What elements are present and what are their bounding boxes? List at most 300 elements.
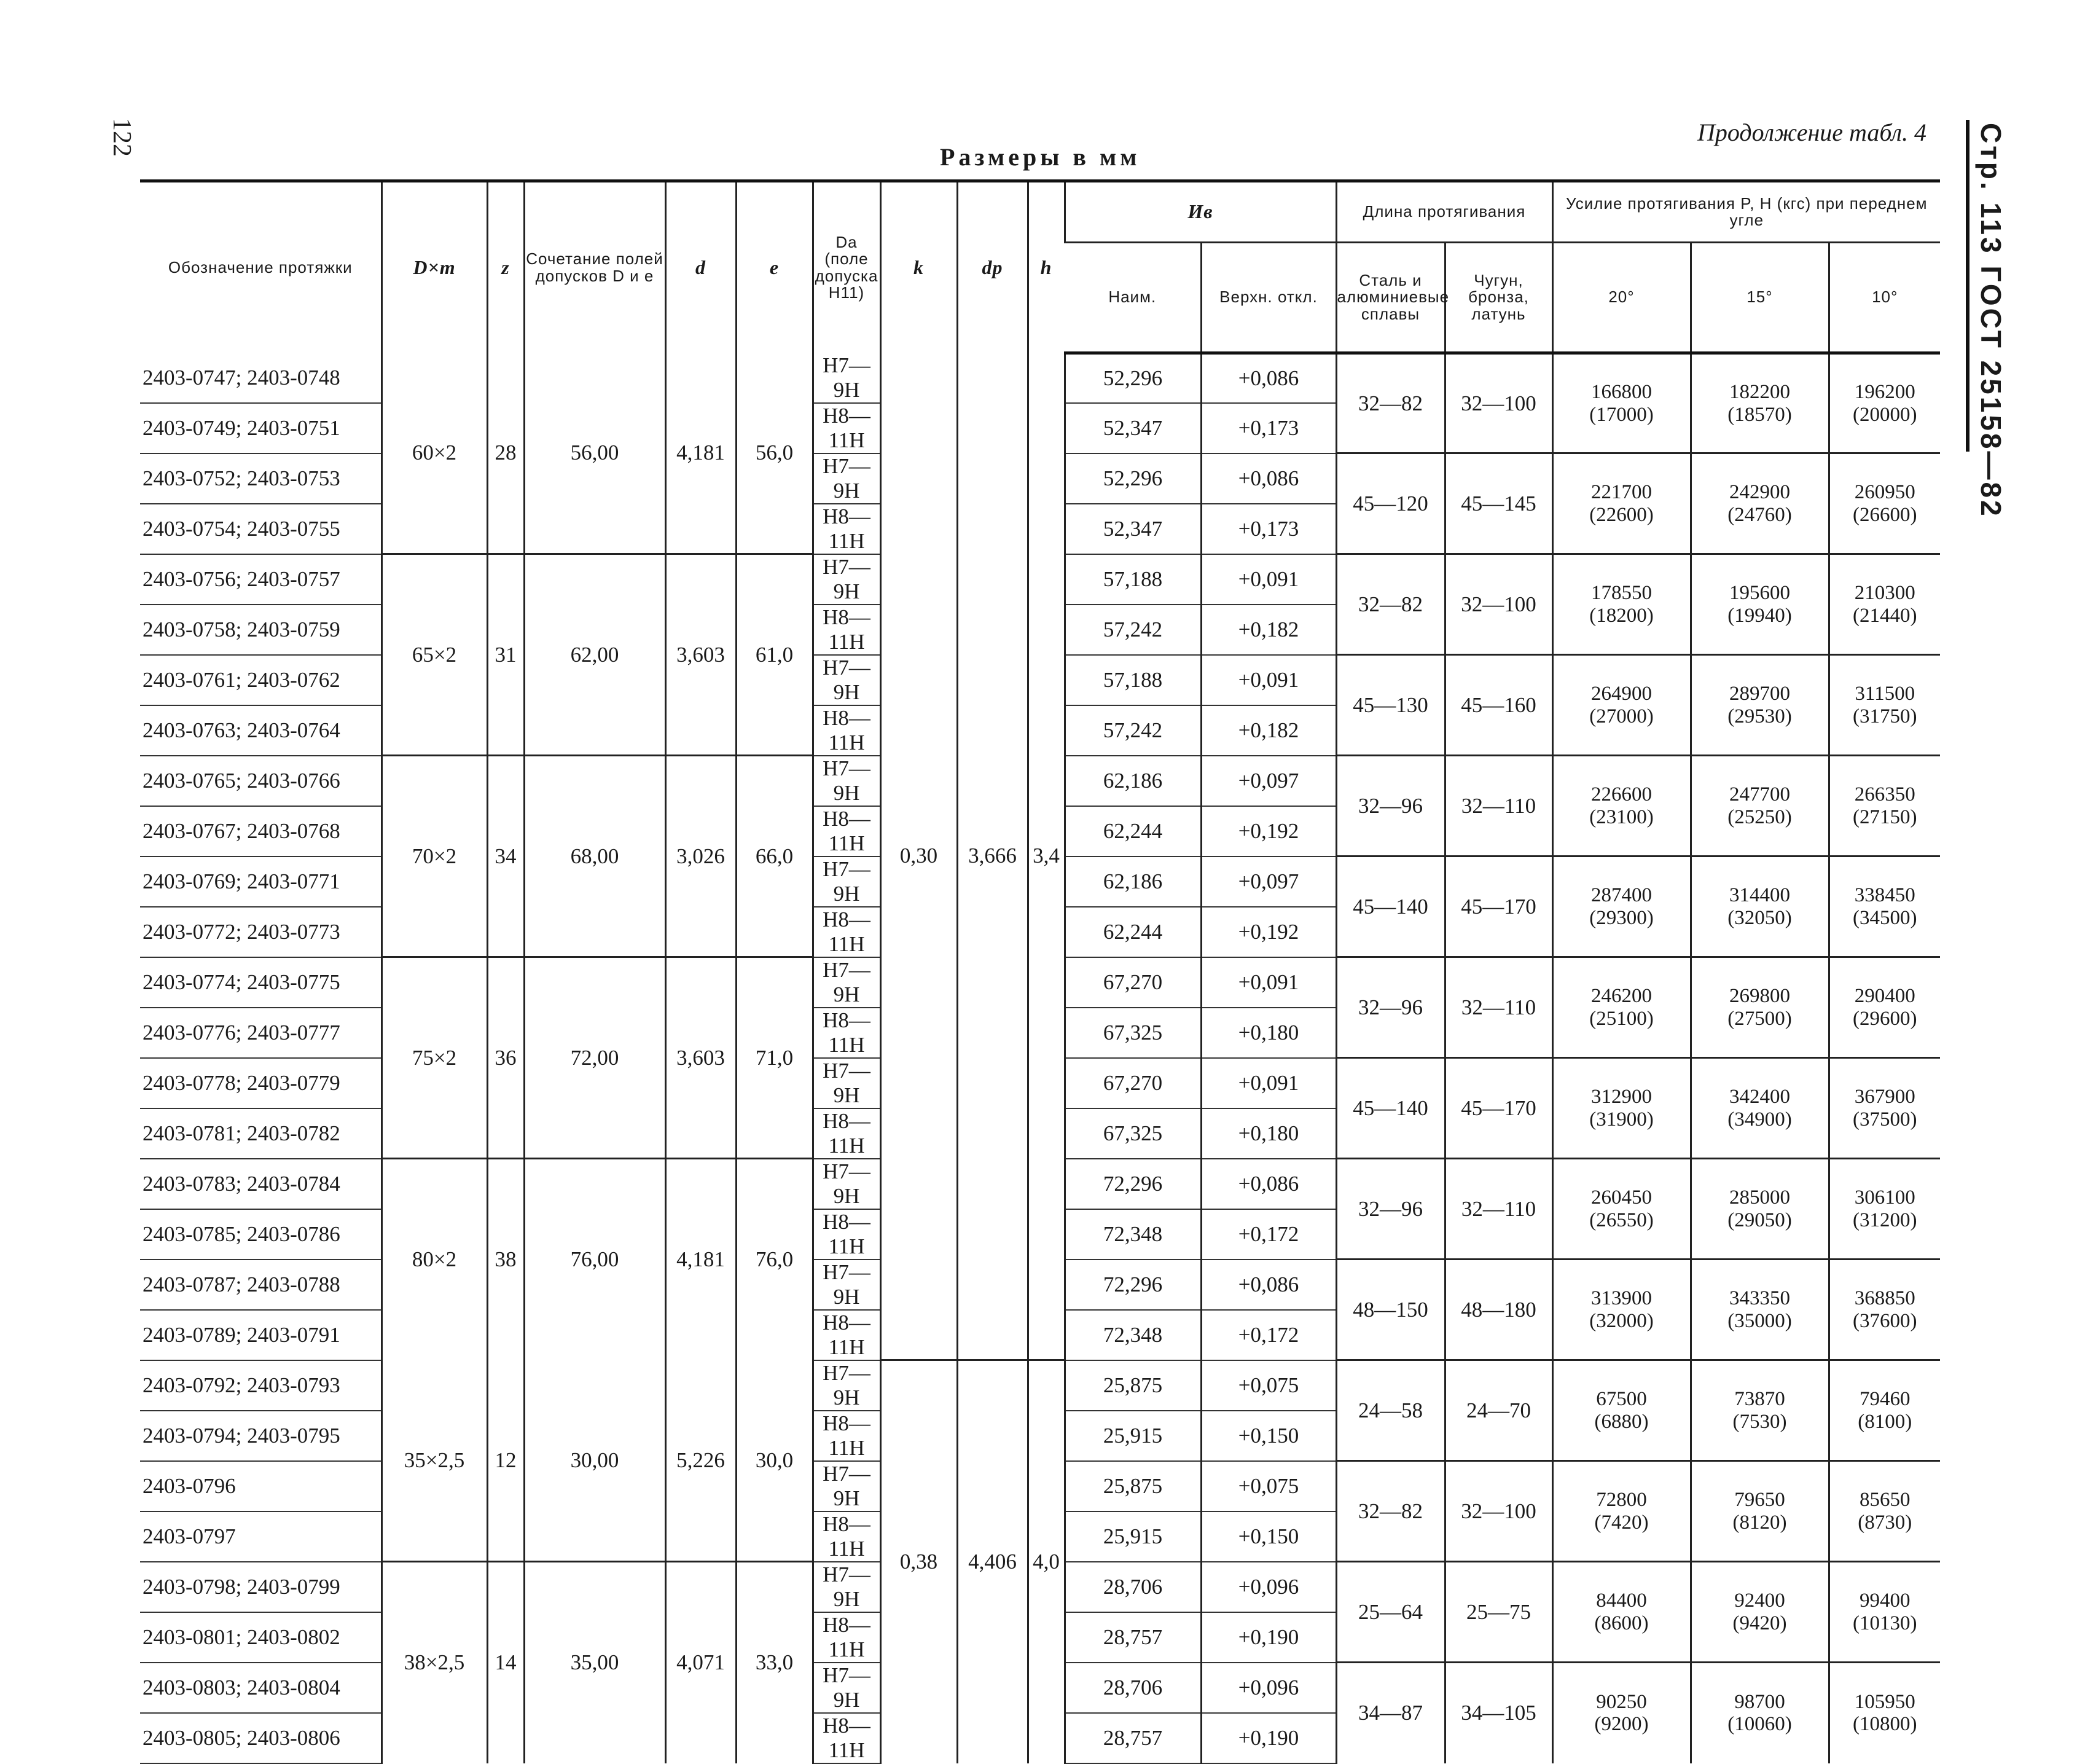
length-iron: 32—110 [1445,957,1552,1058]
mv-upper-deviation: +0,172 [1201,1310,1336,1360]
force-20-newtons: 221700 [1591,481,1652,504]
force-20 [1552,1663,1691,1763]
broach-designation: 2403-0774; 2403-0775 [140,957,381,1008]
fit-combination: H7—9H [813,857,880,907]
force-10-kgf: (27150) [1853,806,1917,828]
broach-designation: 2403-0783; 2403-0784 [140,1159,381,1209]
force-10-newtons: 105950 [1854,1690,1915,1713]
length-iron: 32—100 [1445,1461,1552,1562]
broach-designation: 2403-0778; 2403-0779 [140,1058,381,1108]
force-15-newtons: 289700 [1729,683,1790,705]
force-10-kgf: (31750) [1853,705,1917,727]
fit-combination: H8—11H [813,1713,880,1763]
mv-upper-deviation: +0,180 [1201,1108,1336,1159]
force-20 [1552,353,1691,453]
continuation-caption: Продолжение табл. 4 [1697,119,1926,146]
mv-upper-deviation: +0,190 [1201,1612,1336,1663]
common-dp: 4,406 [957,1360,1028,1763]
mv-min: 57,242 [1065,605,1201,655]
mv-upper-deviation: +0,075 [1201,1461,1336,1511]
force-15 [1691,353,1829,453]
force-20-newtons: 72800 [1596,1489,1647,1511]
length-iron: 45—170 [1445,1058,1552,1159]
group-da: 33,0 [736,1562,813,1763]
force-15-kgf: (7530) [1732,1410,1787,1433]
force-20-newtons: 287400 [1591,884,1652,907]
mv-upper-deviation: +0,096 [1201,1663,1336,1713]
length-iron: 32—110 [1445,1159,1552,1260]
force-10-newtons: 368850 [1854,1287,1915,1310]
force-20-kgf: (29300) [1589,906,1654,929]
header-h: h [1028,181,1065,353]
force-15-kgf: (9420) [1732,1612,1787,1634]
fit-combination: H8—11H [813,1008,880,1058]
broach-designation: 2403-0763; 2403-0764 [140,705,381,756]
broach-designation: 2403-0805; 2403-0806 [140,1713,381,1763]
mv-upper-deviation: +0,173 [1201,403,1336,453]
table-row [140,1360,1940,1411]
mv-upper-deviation: +0,097 [1201,756,1336,806]
force-10-newtons: 85650 [1860,1489,1911,1511]
length-steel: 24—58 [1336,1360,1445,1461]
table-row [140,353,1940,403]
length-iron: 45—145 [1445,453,1552,554]
fit-combination: H8—11H [813,1511,880,1562]
mv-upper-deviation: +0,086 [1201,1159,1336,1209]
force-10 [1829,957,1940,1058]
mv-min: 67,325 [1065,1008,1201,1058]
mv-min: 25,875 [1065,1461,1201,1511]
group-dxm: 60×2 [381,353,487,554]
force-15-kgf: (25250) [1727,806,1792,828]
mv-upper-deviation: +0,086 [1201,353,1336,403]
group-d: 62,00 [524,554,665,756]
force-15-newtons: 73870 [1734,1388,1785,1411]
mv-min: 28,757 [1065,1713,1201,1763]
header-mv: Ив [1065,181,1336,243]
group-dxm: 38×2,5 [381,1562,487,1763]
broach-designation: 2403-0789; 2403-0791 [140,1310,381,1360]
force-10-newtons: 367900 [1854,1086,1915,1108]
mv-min: 67,270 [1065,1058,1201,1108]
group-d: 68,00 [524,756,665,957]
broach-designation: 2403-0797 [140,1511,381,1562]
mv-min: 28,757 [1065,1612,1201,1663]
length-iron: 45—170 [1445,857,1552,957]
broach-designation: 2403-0765; 2403-0766 [140,756,381,806]
mv-min: 62,186 [1065,756,1201,806]
force-10-newtons: 79460 [1860,1388,1911,1411]
force-15 [1691,1461,1829,1562]
force-20-kgf: (8600) [1594,1612,1649,1634]
force-20 [1552,1461,1691,1562]
force-20-kgf: (7420) [1594,1511,1649,1534]
group-z: 12 [487,1360,524,1562]
length-iron: 24—70 [1445,1360,1552,1461]
force-20-kgf: (23100) [1589,806,1654,828]
group-e: 5,226 [665,1360,736,1562]
force-15-kgf: (35000) [1727,1309,1792,1332]
force-10 [1829,655,1940,756]
force-20-kgf: (31900) [1589,1108,1654,1131]
group-dxm: 80×2 [381,1159,487,1360]
force-15-kgf: (34900) [1727,1108,1792,1131]
length-steel: 25—64 [1336,1562,1445,1663]
length-steel: 32—96 [1336,756,1445,857]
force-10 [1829,1562,1940,1663]
length-iron: 45—160 [1445,655,1552,756]
group-dxm: 70×2 [381,756,487,957]
force-20-newtons: 264900 [1591,683,1652,705]
force-10-kgf: (8730) [1858,1511,1912,1534]
group-da: 56,0 [736,353,813,554]
group-e: 4,181 [665,353,736,554]
mv-min: 62,244 [1065,806,1201,857]
fit-combination: H7—9H [813,655,880,705]
force-20 [1552,1260,1691,1360]
group-dxm: 75×2 [381,957,487,1159]
force-15-kgf: (8120) [1732,1511,1787,1534]
force-20 [1552,554,1691,655]
mv-min: 25,915 [1065,1511,1201,1562]
length-steel: 45—140 [1336,857,1445,957]
group-d: 76,00 [524,1159,665,1360]
header-mv-upper: Верхн. откл. [1201,243,1336,353]
force-20-newtons: 246200 [1591,985,1652,1008]
side-rule [1966,120,1969,452]
length-steel: 32—82 [1336,353,1445,453]
mv-min: 67,270 [1065,957,1201,1008]
group-e: 3,603 [665,554,736,756]
mv-min: 25,915 [1065,1411,1201,1461]
force-15 [1691,655,1829,756]
fit-combination: H7—9H [813,1058,880,1108]
force-20 [1552,655,1691,756]
mv-upper-deviation: +0,091 [1201,957,1336,1008]
length-steel: 45—120 [1336,453,1445,554]
length-steel: 32—82 [1336,1461,1445,1562]
mv-upper-deviation: +0,192 [1201,806,1336,857]
force-20-kgf: (26550) [1589,1209,1654,1231]
header-length-steel: Сталь и алюминиевые сплавы [1336,243,1445,353]
force-10-kgf: (10130) [1853,1612,1917,1634]
group-z: 38 [487,1159,524,1360]
broach-designation: 2403-0756; 2403-0757 [140,554,381,605]
mv-upper-deviation: +0,075 [1201,1360,1336,1411]
length-steel: 32—82 [1336,554,1445,655]
force-10-newtons: 290400 [1854,985,1915,1008]
header-e: e [736,181,813,353]
force-20-newtons: 166800 [1591,381,1652,404]
force-20 [1552,857,1691,957]
force-15-newtons: 98700 [1734,1690,1785,1713]
fit-combination: H8—11H [813,605,880,655]
force-20-newtons: 313900 [1591,1287,1652,1310]
force-15-kgf: (19940) [1727,604,1792,627]
force-15-kgf: (32050) [1727,906,1792,929]
force-15-newtons: 343350 [1729,1287,1790,1310]
mv-min: 57,242 [1065,705,1201,756]
common-h: 4,0 [1028,1360,1065,1763]
force-20-newtons: 312900 [1591,1086,1652,1108]
fit-combination: H8—11H [813,1612,880,1663]
force-15 [1691,1159,1829,1260]
fit-combination: H8—11H [813,907,880,957]
force-20 [1552,957,1691,1058]
header-force-15: 15° [1691,243,1829,353]
force-15-kgf: (29050) [1727,1209,1792,1231]
force-10-newtons: 260950 [1854,481,1915,504]
broach-dimensions-table [140,179,1940,1764]
mv-min: 62,244 [1065,907,1201,957]
mv-upper-deviation: +0,150 [1201,1411,1336,1461]
length-iron: 48—180 [1445,1260,1552,1360]
fit-combination: H7—9H [813,453,880,504]
fit-combination: H8—11H [813,504,880,554]
force-15-newtons: 242900 [1729,481,1790,504]
group-z: 31 [487,554,524,756]
force-10-kgf: (31200) [1853,1209,1917,1231]
fit-combination: H7—9H [813,353,880,403]
fit-combination: H7—9H [813,957,880,1008]
force-10-kgf: (29600) [1853,1007,1917,1030]
broach-designation: 2403-0803; 2403-0804 [140,1663,381,1713]
force-10 [1829,857,1940,957]
force-15 [1691,756,1829,857]
length-steel: 48—150 [1336,1260,1445,1360]
force-10-newtons: 266350 [1854,783,1915,806]
force-15 [1691,1663,1829,1763]
mv-upper-deviation: +0,086 [1201,1260,1336,1310]
group-da: 66,0 [736,756,813,957]
mv-upper-deviation: +0,190 [1201,1713,1336,1763]
broach-designation: 2403-0749; 2403-0751 [140,403,381,453]
group-dxm: 35×2,5 [381,1360,487,1562]
group-z: 34 [487,756,524,957]
force-10 [1829,453,1940,554]
fit-combination: H8—11H [813,705,880,756]
header-z: z [487,181,524,353]
fit-combination: H8—11H [813,1108,880,1159]
force-20-kgf: (6880) [1594,1410,1649,1433]
mv-upper-deviation: +0,173 [1201,504,1336,554]
fit-combination: H7—9H [813,1461,880,1511]
length-steel: 32—96 [1336,1159,1445,1260]
mv-upper-deviation: +0,182 [1201,605,1336,655]
mv-upper-deviation: +0,096 [1201,1562,1336,1612]
fit-combination: H8—11H [813,1209,880,1260]
mv-upper-deviation: +0,182 [1201,705,1336,756]
force-20-newtons: 178550 [1591,582,1652,605]
mv-min: 52,296 [1065,453,1201,504]
force-15-newtons: 92400 [1734,1590,1785,1612]
force-20-newtons: 260450 [1591,1186,1652,1209]
force-20-kgf: (22600) [1589,503,1654,526]
force-10 [1829,1058,1940,1159]
fit-combination: H7—9H [813,1260,880,1310]
force-20 [1552,1159,1691,1260]
table-body [140,353,1940,1763]
force-15-newtons: 314400 [1729,884,1790,907]
mv-min: 57,188 [1065,554,1201,605]
group-z: 14 [487,1562,524,1763]
broach-designation: 2403-0792; 2403-0793 [140,1360,381,1411]
mv-min: 72,348 [1065,1310,1201,1360]
force-10 [1829,1360,1940,1461]
fit-combination: H8—11H [813,1411,880,1461]
mv-upper-deviation: +0,180 [1201,1008,1336,1058]
force-15 [1691,453,1829,554]
force-10-kgf: (21440) [1853,604,1917,627]
fit-combination: H8—11H [813,403,880,453]
header-d: d [665,181,736,353]
force-20-newtons: 67500 [1596,1388,1647,1411]
mv-min: 62,186 [1065,857,1201,907]
fit-combination: H7—9H [813,1562,880,1612]
header-k: k [880,181,957,353]
force-10 [1829,756,1940,857]
force-20 [1552,1562,1691,1663]
header-force: Усилие протягивания P, Н (кгс) при переднем угле [1552,181,1940,243]
force-15-kgf: (27500) [1727,1007,1792,1030]
header-length-iron: Чугун, бронза, латунь [1445,243,1552,353]
mv-min: 28,706 [1065,1562,1201,1612]
header-force-20: 20° [1552,243,1691,353]
force-10-newtons: 196200 [1854,381,1915,404]
force-15-newtons: 269800 [1729,985,1790,1008]
length-steel: 34—87 [1336,1663,1445,1763]
force-20-newtons: 84400 [1596,1590,1647,1612]
force-10 [1829,1260,1940,1360]
broach-designation: 2403-0796 [140,1461,381,1511]
mv-upper-deviation: +0,150 [1201,1511,1336,1562]
force-10-newtons: 311500 [1855,683,1915,705]
mv-min: 25,875 [1065,1360,1201,1411]
mv-min: 72,348 [1065,1209,1201,1260]
units-title: Размеры в мм [940,143,1141,171]
broach-designation: 2403-0785; 2403-0786 [140,1209,381,1260]
broach-designation: 2403-0761; 2403-0762 [140,655,381,705]
mv-upper-deviation: +0,091 [1201,554,1336,605]
force-20 [1552,453,1691,554]
length-iron: 34—105 [1445,1663,1552,1763]
force-15-newtons: 285000 [1729,1186,1790,1209]
group-e: 4,071 [665,1562,736,1763]
group-d: 72,00 [524,957,665,1159]
mv-min: 52,347 [1065,403,1201,453]
force-15-kgf: (29530) [1727,705,1792,727]
group-da: 61,0 [736,554,813,756]
group-z: 36 [487,957,524,1159]
force-20-kgf: (17000) [1589,403,1654,426]
force-10 [1829,1159,1940,1260]
mv-min: 72,296 [1065,1260,1201,1310]
force-10-newtons: 338450 [1854,884,1915,907]
force-15 [1691,1058,1829,1159]
force-15-kgf: (24760) [1727,503,1792,526]
header-force-10: 10° [1829,243,1940,353]
mv-upper-deviation: +0,086 [1201,453,1336,504]
group-z: 28 [487,353,524,554]
force-15 [1691,554,1829,655]
force-15 [1691,1360,1829,1461]
common-k: 0,30 [880,353,957,1360]
force-15-kgf: (18570) [1727,403,1792,426]
force-15-newtons: 195600 [1729,582,1790,605]
group-e: 4,181 [665,1159,736,1360]
force-20-kgf: (18200) [1589,604,1654,627]
force-15 [1691,1260,1829,1360]
force-10 [1829,353,1940,453]
length-iron: 25—75 [1445,1562,1552,1663]
broach-designation: 2403-0781; 2403-0782 [140,1108,381,1159]
force-10-newtons: 306100 [1854,1186,1915,1209]
force-15-newtons: 247700 [1729,783,1790,806]
force-20-kgf: (32000) [1589,1309,1654,1332]
broach-designation: 2403-0747; 2403-0748 [140,353,381,403]
fit-combination: H7—9H [813,1360,880,1411]
mv-upper-deviation: +0,097 [1201,857,1336,907]
broach-designation: 2403-0798; 2403-0799 [140,1562,381,1612]
force-10 [1829,1663,1940,1763]
fit-combination: H7—9H [813,1663,880,1713]
broach-designation: 2403-0769; 2403-0771 [140,857,381,907]
force-10-newtons: 210300 [1854,582,1915,605]
common-k: 0,38 [880,1360,957,1763]
standard-title: Стр. 113 ГОСТ 25158—82 [1975,123,2007,519]
mv-upper-deviation: +0,172 [1201,1209,1336,1260]
fit-combination: H7—9H [813,554,880,605]
force-10-kgf: (37500) [1853,1108,1917,1131]
force-10-kgf: (26600) [1853,503,1917,526]
common-dp: 3,666 [957,353,1028,1360]
force-20 [1552,756,1691,857]
fit-combination: H7—9H [813,756,880,806]
length-steel: 32—96 [1336,957,1445,1058]
broach-designation: 2403-0752; 2403-0753 [140,453,381,504]
mv-upper-deviation: +0,091 [1201,655,1336,705]
force-15 [1691,957,1829,1058]
length-iron: 32—100 [1445,554,1552,655]
broach-designation: 2403-0767; 2403-0768 [140,806,381,857]
force-15-newtons: 79650 [1734,1489,1785,1511]
header-da: Da (поле допуска H11) [813,181,880,353]
force-15-newtons: 342400 [1729,1086,1790,1108]
group-da: 76,0 [736,1159,813,1360]
force-15-newtons: 182200 [1729,381,1790,404]
mv-min: 28,706 [1065,1663,1201,1713]
mv-min: 52,347 [1065,504,1201,554]
fit-combination: H8—11H [813,1310,880,1360]
fit-combination: H7—9H [813,1159,880,1209]
force-20-newtons: 90250 [1596,1690,1647,1713]
broach-designation: 2403-0794; 2403-0795 [140,1411,381,1461]
header-mv-min: Наим. [1065,243,1201,353]
mv-min: 57,188 [1065,655,1201,705]
force-10 [1829,1461,1940,1562]
force-15 [1691,1562,1829,1663]
page-number: 122 [108,118,136,157]
force-15-kgf: (10060) [1727,1713,1792,1736]
force-10-kgf: (34500) [1853,906,1917,929]
mv-upper-deviation: +0,091 [1201,1058,1336,1108]
group-e: 3,026 [665,756,736,957]
group-da: 30,0 [736,1360,813,1562]
force-20-kgf: (25100) [1589,1007,1654,1030]
broach-designation: 2403-0776; 2403-0777 [140,1008,381,1058]
mv-min: 72,296 [1065,1159,1201,1209]
broach-designation: 2403-0772; 2403-0773 [140,907,381,957]
